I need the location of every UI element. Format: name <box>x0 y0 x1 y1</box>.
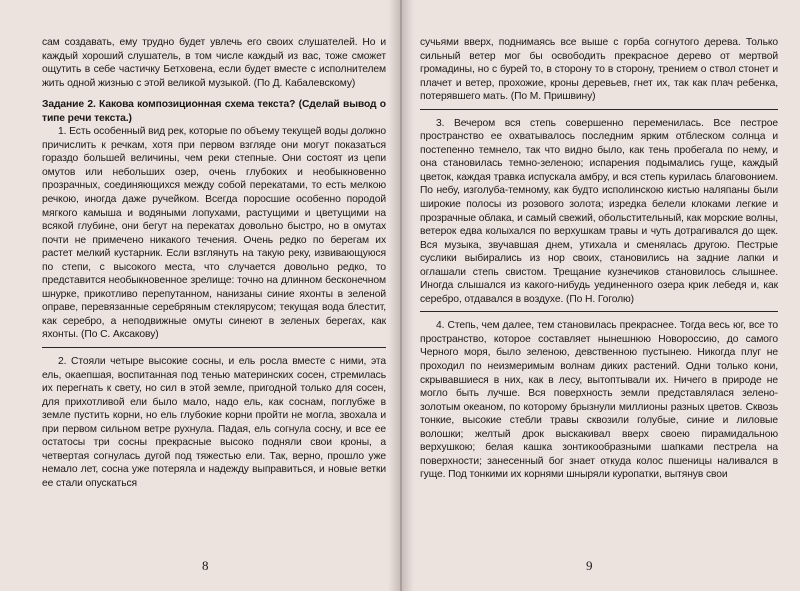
left-paragraph-continuation: сам создавать, ему трудно будет увлечь его своих слушателей. Но и каждый хороший слушатель, в том числе каждый из вас, тоже сможет ощутить в себе частичку Бетховена, если будет вместе с исполнителем жить одной жизнью с этой великой музыкой. (По Д. Кабалевскому) <box>42 37 386 89</box>
right-paragraph-continuation: сучьями вверх, поднимаясь все выше с горба согнутого дерева. Только сильный ветер мог бы освободить прекрасное дерево от мертвой громадины, но с бурей то, в сторону то в сторону, трением о ствол стонет и плачет и ветер, прохожие, кроны деревьев, гнет их, так как плач ребенка, потерявшего мать. (По М. Пришвину) <box>420 37 778 103</box>
text-1: 1. Есть особенный вид рек, которые по объему текущей воды должно причислить к речкам, хотя при первом взгляде они могут показаться гораздо большей величины, чем реки степные. Они состоят из цепи омутов или небольших озер, очень глубоких и необыкновенно прозрачных, соединяющихся между собой перекатами, то есть мелкою речкою, иногда даже ручейком. Всегда поросшие особенно породой мягкого камыша и водяными лопухами, растущими и цветущими на всякой глубине, они бегут на перекатах довольно быстро, но в омутах почти не примечено никакого течения. Очень редко по берегам их растет мелкий кустарник. Если взглянуть на такую реку, извивающуюся по степи, с высокого места, что случается довольно редко, то представится необыкновенное зрелище: точно на длинном бесконечном шнурке, прикотливо перепутанном, нанизаны синие яхонты в зеленой оправе, перевязанные серебряным стеклярусом; текущая вода блестит, как серебро, а неподвижные омуты синеют в зеленых берегах, как яхонты. (По С. Аксакову) <box>42 126 386 341</box>
section-divider <box>420 311 778 312</box>
right-page <box>400 0 800 591</box>
section-divider <box>42 347 386 348</box>
text-2: 2. Стояли четыре высокие сосны, и ель росла вместе с ними, эта ель, окаепшая, воспитанная под тенью материнских сосен, стремилась их перегнать к свету, но сил в этой земле, пригодной только для сосен, для прихотливой ели было мало, надо ель, как соснам, поглубже в земле пустить корни, но ель глубокие корни пройти не могла, звохала и при первом сильном ветре рухнула. Падая, ель согнула сосну, и все ее остатосы три сосны прекрасные высоко подняли свои кроны, а четвертая согнулась дугой под тяжестью ели. Так, верно, прошло уже немало лет, сосна уже потеряла и надежду выправиться, и новые ветки ее стали опускаться <box>42 356 386 489</box>
text-4: 4. Степь, чем далее, тем становилась прекраснее. Тогда весь юг, все то пространство, которое составляет нынешнюю Новороссию, до самого Черного моря, было зеленою, девственною пустынею. Никогда плуг не проходил по неизмеримым волнам диких растений. Одни только кони, скрывавшиеся в них, как в лесу, вытоптывали их. Ничего в природе не могло быть лучше. Вся поверхность земли представлялася зелено-золотым океаном, по которому брызнули миллионы разных цветов. Сквозь тонкие, высокие стебли травы сквозили голубые, синие и лиловые волошки; желтый дрок выскакивал вверх своею пирамидальною верхушкою; белая кашка зонтикообразными шапками пестрела на поверхности; занесенный бог знает откуда колос пшеницы наливался в гуще. Под тонкими их корнями шныряли куропатки, вытянув свои <box>420 320 778 481</box>
page-number-right: 9 <box>586 558 593 574</box>
section-divider <box>420 109 778 110</box>
task-heading: Задание 2. Какова композиционная схема текста? (Сделай вывод о типе речи текста.) <box>42 99 386 124</box>
text-3: 3. Вечером вся степь совершенно переменилась. Все пестрое пространство ее охватывалось последним ярким отблеском солнца и постепенно темнело, так что видно было, как тень пробегала по нему, и она становилась темно-зеленою; испарения подымались гуще, каждый цветок, каждая травка испускала амбру, и вся степь курилась благовонием. По небу, изголуба-темному, как будто исполинскою кистью наляпаны были широкие полосы из розового золота; изредка белели клоками легкие и прозрачные облака, и самый свежий, обольстительный, как морские волны, ветерок едва колыхался по верхушкам травы и чуть дотрагивался до щек. Вся музыка, звучавшая днем, утихала и сменялась другою. Пестрые суслики выбирались из нор своих, становились на задние лапки и оглашали степь свистом. Трещание кузнечиков становилось слышнее. Иногда слышался из какого-нибудь уединенного озера крик лебедя и, как серебро, отдавался в воздухе. (По Н. Гоголю) <box>420 117 778 305</box>
page-number-left: 8 <box>202 558 209 574</box>
